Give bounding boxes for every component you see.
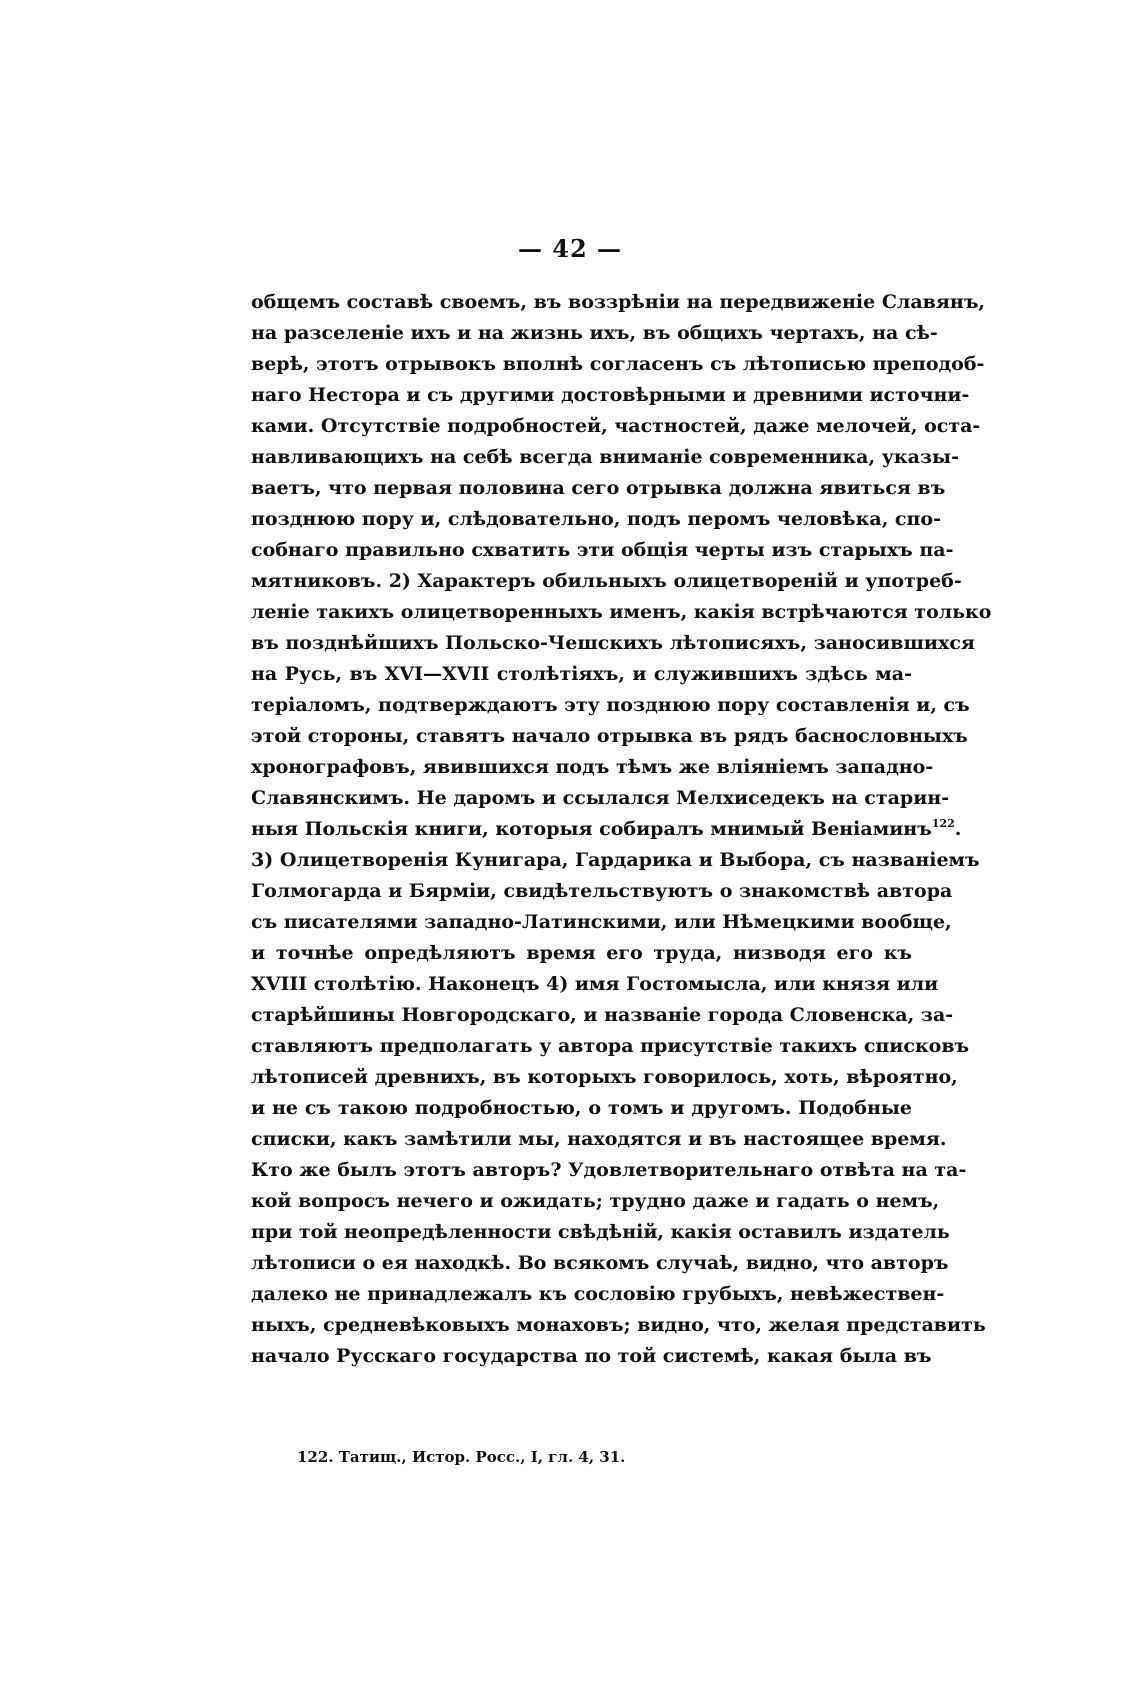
text-line: начало Русскаго государства по той системѣ, какая была въ (251, 1345, 932, 1367)
text-line: наго Нестора и съ другими достовѣрными и древними источни- (251, 384, 970, 406)
text-line-with-footnote (251, 814, 962, 845)
text-line: ставляютъ предполагать у автора присутствіе такихъ списковъ (251, 1035, 970, 1057)
text-line: мятниковъ. 2) Характеръ обильныхъ олицетвореній и употреб- (251, 570, 962, 592)
text-line: этой стороны, ставятъ начало отрывка въ рядъ баснословныхъ (251, 725, 968, 747)
page-number: — 42 — (517, 234, 623, 263)
text-line: на Русь, въ XVI—XVII столѣтіяхъ, и служившихъ здѣсь ма- (251, 663, 912, 685)
line-end-punctuation: . (954, 818, 962, 840)
text-line: хронографовъ, явившихся подъ тѣмъ же вліяніемъ западно- (251, 756, 934, 778)
text-line: при той неопредѣленности свѣдѣній, какія оставилъ издатель (251, 1221, 950, 1243)
text-line: съ писателями западно-Латинскими, или Нѣмецкими вообще, (251, 911, 952, 933)
text-line: XVIII столѣтію. Наконецъ 4) имя Гостомысла, или князя или (251, 973, 939, 995)
text-line: Кто же былъ этотъ авторъ? Удовлетворительнаго отвѣта на та- (251, 1159, 967, 1181)
text-line: ныхъ, средневѣковыхъ монаховъ; видно, что, желая представить (251, 1314, 986, 1336)
text-line: списки, какъ замѣтили мы, находятся и въ настоящее время. (251, 1128, 947, 1150)
text-line: лѣтописей древнихъ, въ которыхъ говорилось, хоть, вѣроятно, (251, 1066, 958, 1088)
text-line: и точнѣе опредѣляютъ время его труда, низводя его къ (251, 942, 912, 964)
text-line: Голмогарда и Бярміи, свидѣтельствуютъ о знакомствѣ автора (251, 880, 953, 902)
text-line: общемъ составѣ своемъ, въ воззрѣніи на передвиженіе Славянъ, (251, 291, 986, 313)
text-line: ками. Отсутствіе подробностей, частностей, даже мелочей, оста- (251, 415, 981, 437)
text-line: въ позднѣйшихъ Польско-Чешскихъ лѣтописяхъ, заносившихся (251, 632, 975, 654)
text-line: 3) Олицетворенія Кунигара, Гардарика и Выбора, съ названіемъ (251, 849, 980, 871)
text-line: теріаломъ, подтверждаютъ эту позднюю пору составленія и, съ (251, 694, 970, 716)
text-line: лѣтописи о ея находкѣ. Во всякомъ случаѣ, видно, что авторъ (251, 1252, 949, 1274)
text-line: на разселеніе ихъ и на жизнь ихъ, въ общихъ чертахъ, на сѣ- (251, 322, 938, 344)
text-line: ваетъ, что первая половина сего отрывка должна явиться въ (251, 477, 946, 499)
body-text (251, 287, 992, 1372)
footnote-reference[interactable]: 122 (931, 817, 955, 830)
footnote: 122. Татищ., Истор. Росс., I, гл. 4, 31. (297, 1448, 626, 1466)
text-line: леніе такихъ олицетворенныхъ именъ, какія встрѣчаются только (251, 601, 992, 623)
text-line: и не съ такою подробностью, о томъ и другомъ. Подобные (251, 1097, 912, 1119)
text-line: Славянскимъ. Не даромъ и ссылался Мелхиседекъ на старин- (251, 787, 950, 809)
text-line: верѣ, этотъ отрывокъ вполнѣ согласенъ съ лѣтописью преподоб- (251, 353, 985, 375)
text-line: собнаго правильно схватить эти общія черты изъ старыхъ па- (251, 539, 954, 561)
text-line: далеко не принадлежалъ къ сословію грубыхъ, невѣжествен- (251, 1283, 945, 1305)
text-line: позднюю пору и, слѣдовательно, подъ перомъ человѣка, спо- (251, 508, 941, 530)
line-text: ныя Польскія книги, которыя собиралъ мнимый Веніаминъ (251, 818, 932, 840)
text-line: кой вопросъ нечего и ожидать; трудно даже и гадать о немъ, (251, 1190, 940, 1212)
text-line: навливающихъ на себѣ всегда вниманіе современника, указы- (251, 446, 959, 468)
text-line: старѣйшины Новгородскаго, и названіе города Словенска, за- (251, 1004, 954, 1026)
